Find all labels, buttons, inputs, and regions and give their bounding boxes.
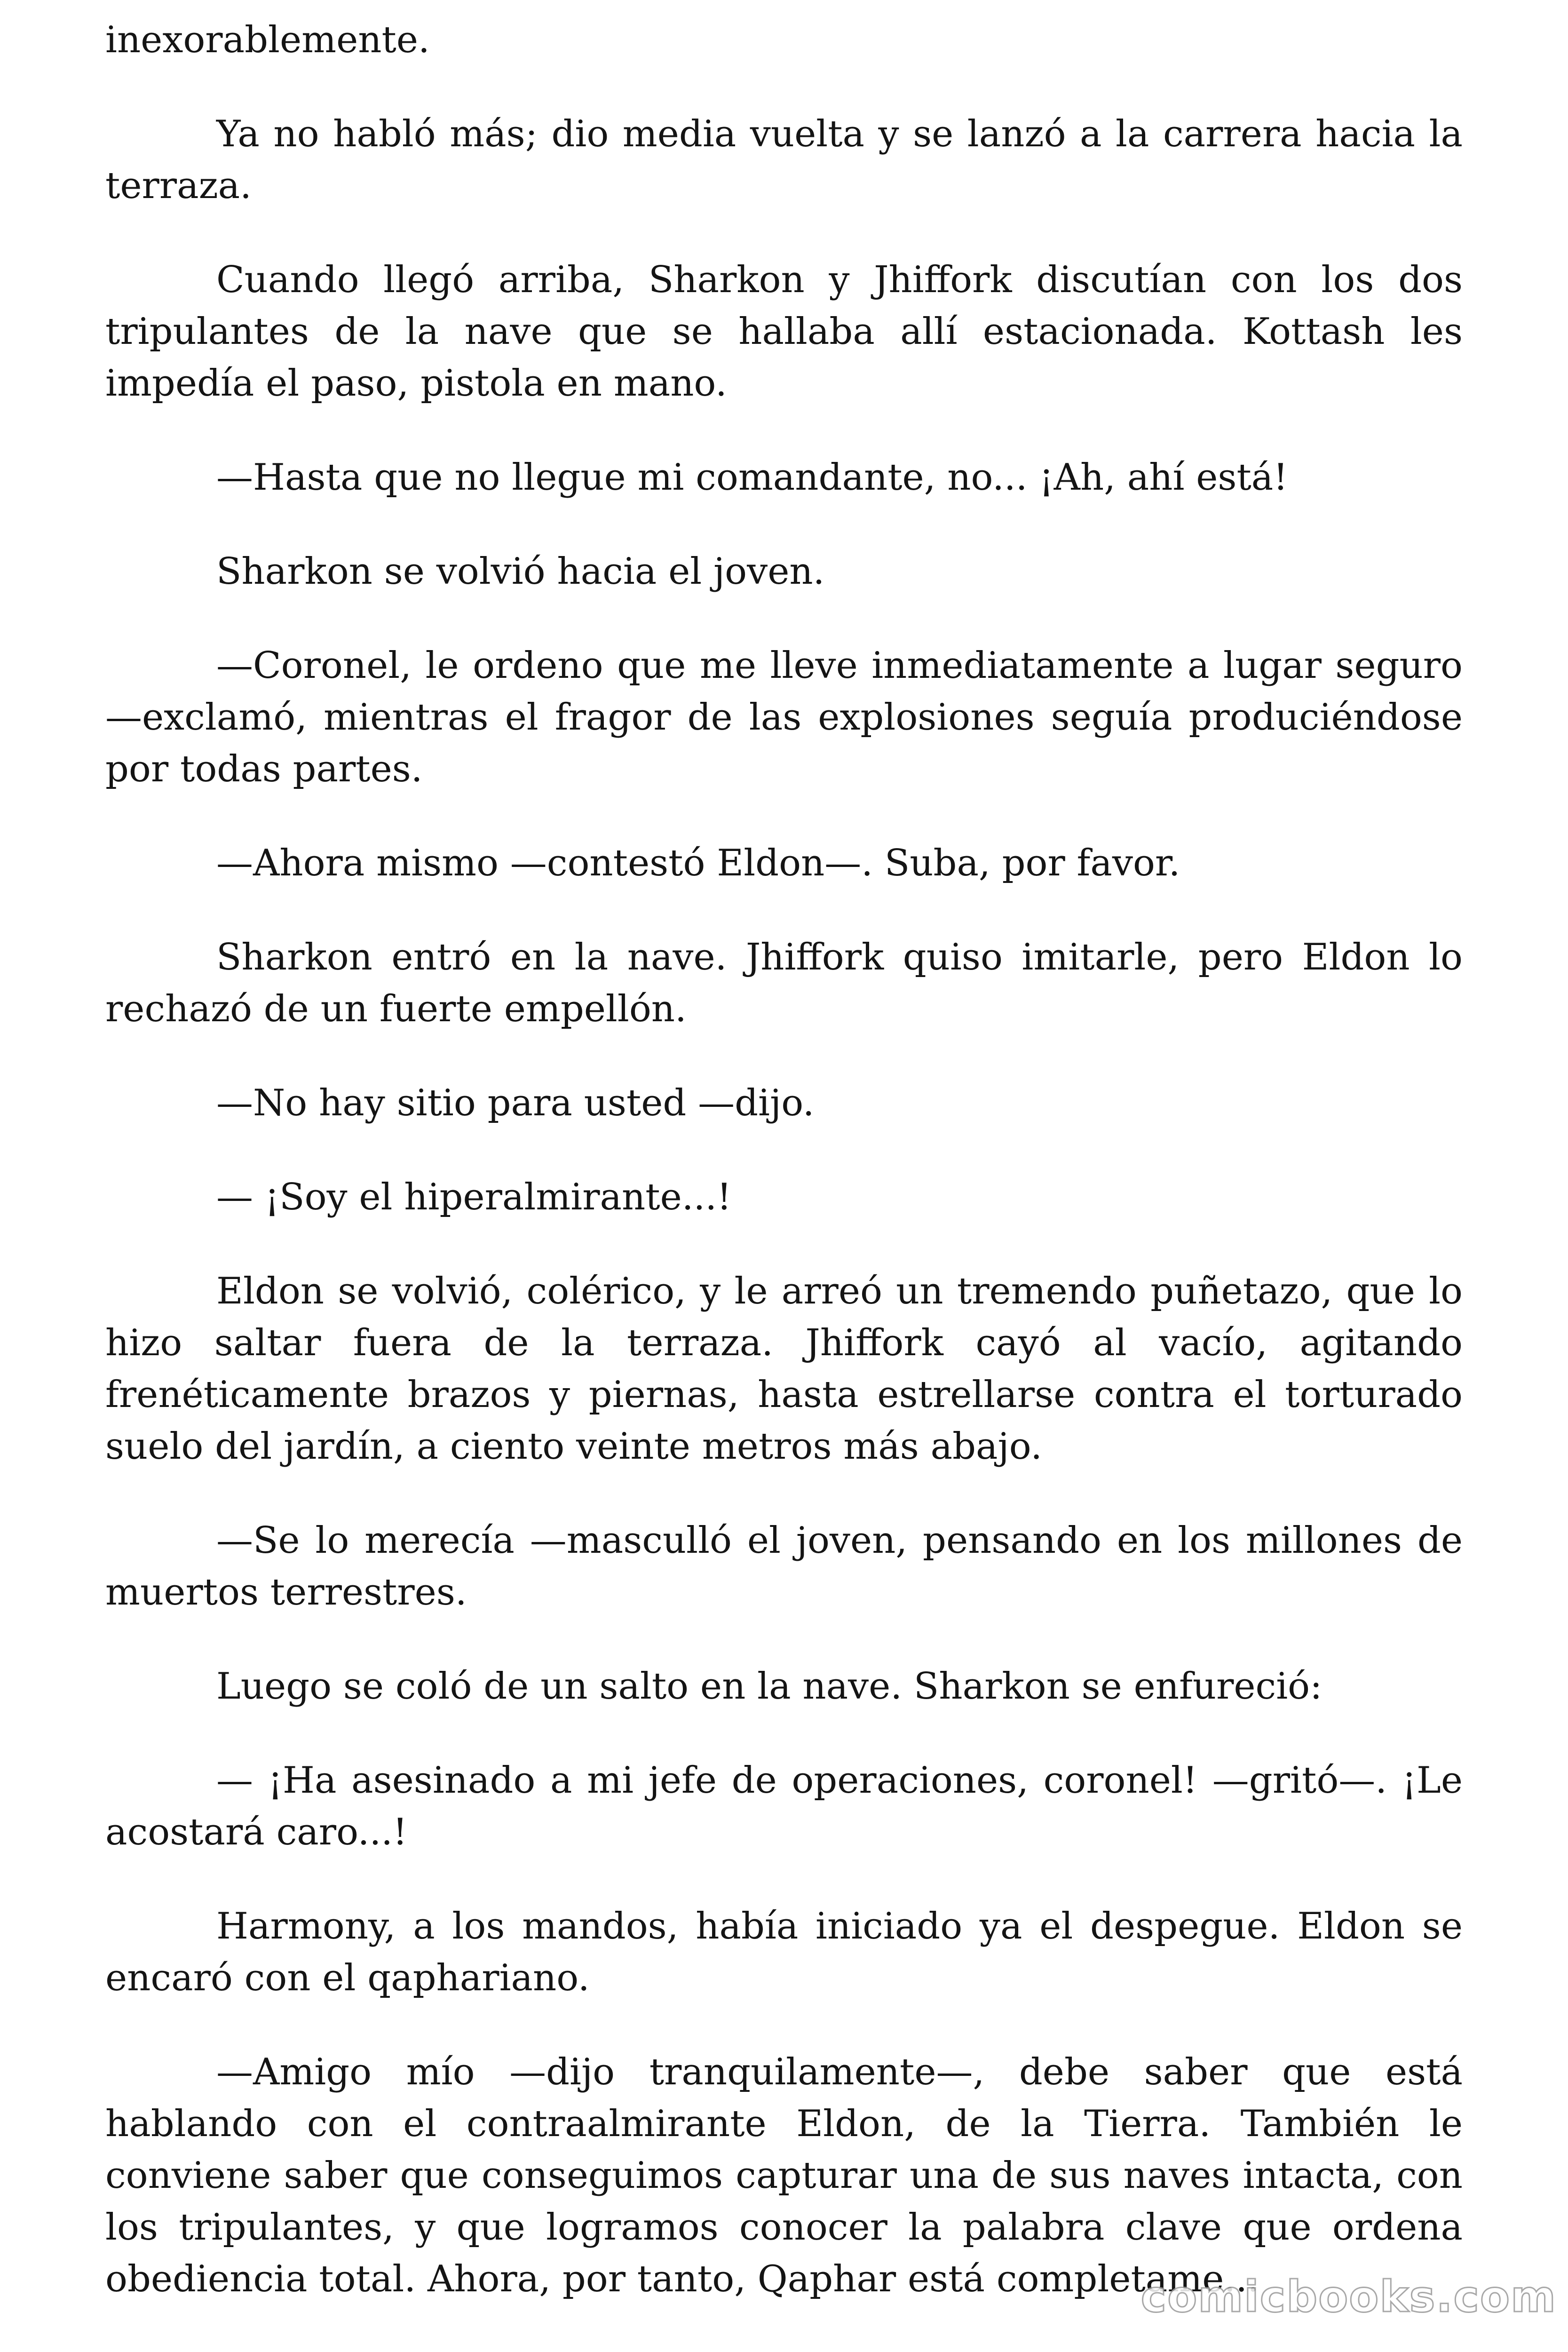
paragraph-6: —Coronel, le ordeno que me lleve inmediatamente a lugar seguro —exclamó, mientras el fragor de las explosiones seguía produciéndose por todas partes. [105,644,1463,790]
paragraph-7: —Ahora mismo —contestó Eldon—. Suba, por favor. [216,842,1180,884]
paragraph-12: —Se lo merecía —masculló el joven, pensando en los millones de muertos terrestres. [105,1519,1463,1613]
paragraph-5: Sharkon se volvió hacia el joven. [216,550,825,593]
paragraph-15: Harmony, a los mandos, había iniciado ya el despegue. Eldon se encaró con el qaphariano. [105,1905,1463,1999]
paragraph-16: —Amigo mío —dijo tranquilamente—, debe saber que está hablando con el contraalmirante Eldon, de la Tierra. También le conviene saber que conseguimos capturar una de sus naves intacta, con los tripulantes, y que logramos conocer la palabra clave que ordena obediencia total. Ahora, por tanto, Qaphar está completame... [105,2051,1463,2300]
paragraph-11: Eldon se volvió, colérico, y le arreó un tremendo puñetazo, que lo hizo saltar fuera de la terraza. Jhiffork cayó al vacío, agitando frenéticamente brazos y piernas, hasta estrellarse contra el torturado suelo del jardín, a ciento veinte metros más abajo. [105,1270,1463,1468]
paragraph-10: — ¡Soy el hiperalmirante...! [216,1176,732,1218]
book-page [105,0,1463,2352]
watermark: comicbooks.com [1140,2272,1557,2322]
paragraph-2: Ya no habló más; dio media vuelta y se lanzó a la carrera hacia la terraza. [105,113,1463,207]
paragraph-1: inexorablemente. [105,19,430,61]
paragraph-4: —Hasta que no llegue mi comandante, no... ¡Ah, ahí está! [216,456,1288,499]
paragraph-13: Luego se coló de un salto en la nave. Sharkon se enfureció: [216,1665,1323,1708]
paragraph-14: — ¡Ha asesinado a mi jefe de operaciones, coronel! —gritó—. ¡Le acostará caro...! [105,1759,1463,1853]
paragraph-9: —No hay sitio para usted —dijo. [216,1082,815,1124]
paragraph-8: Sharkon entró en la nave. Jhiffork quiso imitarle, pero Eldon lo rechazó de un fuerte empellón. [105,936,1463,1030]
paragraph-3: Cuando llegó arriba, Sharkon y Jhiffork discutían con los dos tripulantes de la nave que se hallaba allí estacionada. Kottash les impedía el paso, pistola en mano. [105,259,1463,405]
